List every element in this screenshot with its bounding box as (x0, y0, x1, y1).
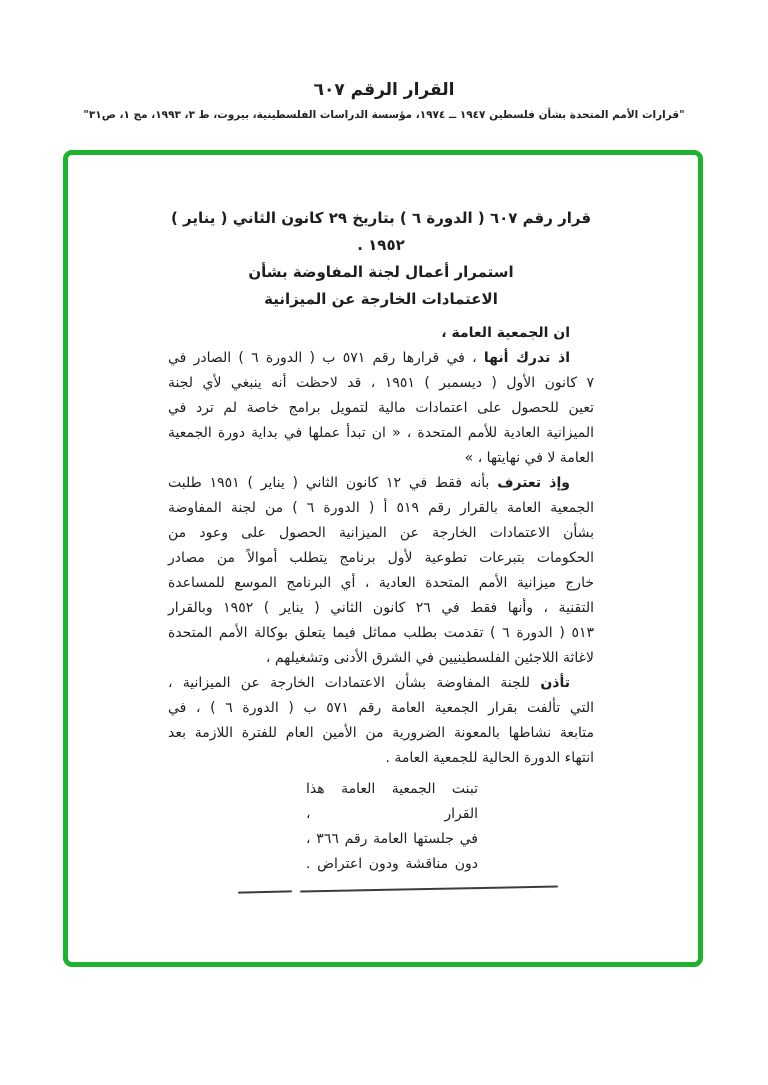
line-text: الميزانية العادية للأمم المتحدة ، « ان تبدأ عملها في بداية دورة الجمعية (168, 425, 594, 441)
document-line (168, 346, 594, 371)
line-text: التقنية ، وأنها فقط في ٢٦ كانون الثاني ( يناير ) ١٩٥٢ وبالقرار (168, 600, 594, 616)
heading-line-3: الاعتمادات الخارجة عن الميزانية (264, 290, 498, 308)
line-text: انتهاء الدورة الحالية للجمعية العامة . (385, 750, 594, 766)
scan-frame (63, 150, 703, 967)
line-text: للجنة المفاوضة بشأن الاعتمادات الخارجة عن الميزانية ، (168, 675, 541, 691)
line-text: تعين للحصول على اعتمادات مالية لتمويل برامج خاصة لم ترد في (168, 400, 594, 416)
adoption-line-2: في جلستها العامة رقم ٣٦٦ ، (306, 831, 478, 847)
page-title: القرار الرقم ٦٠٧ (313, 80, 455, 100)
line-text: خارج ميزانية الأمم المتحدة العادية ، أي البرنامج الموسع للمساعدة (168, 575, 594, 591)
line-text: لاغاثة اللاجئين الفلسطينيين في الشرق الأدنى وتشغيلهم ، (265, 650, 594, 666)
document-line (168, 421, 594, 446)
citation-line: "قرارات الأمم المتحدة بشأن فلسطين ١٩٤٧ ــ ١٩٧٤، مؤسسة الدراسات الفلسطينية، بيروت، ط ٣، ١٩٩٣، مج ١، ص٣١" (83, 109, 685, 121)
document-line (168, 621, 594, 646)
document-line (168, 521, 594, 546)
heading-line-1: قرار رقم ٦٠٧ ( الدورة ٦ ) بتاريخ ٢٩ كانون الثاني ( يناير ) ١٩٥٢ . (170, 209, 592, 254)
lead-bold: تأذن (540, 675, 570, 691)
document-line (168, 496, 594, 521)
line-text: الجمعية العامة بالقرار رقم ٥١٩ أ ( الدورة ٦ ) من لجنة المفاوضة (168, 500, 594, 516)
line-text: العامة لا في نهايتها ، » (464, 450, 594, 466)
lead-bold: ان الجمعية العامة ، (441, 325, 570, 341)
line-text: التي تألفت بقرار الجمعية العامة رقم ٥٧١ ب ( الدورة ٦ ) ، في (168, 700, 594, 716)
document-line (168, 446, 594, 471)
resolution-heading (168, 205, 594, 313)
lead-bold: اذ تدرك أنها (483, 350, 570, 366)
document-line (168, 321, 594, 346)
scan-content (68, 155, 698, 907)
adoption-line-3: دون مناقشة ودون اعتراض . (306, 856, 478, 872)
line-text: ٧ كانون الأول ( ديسمبر ) ١٩٥١ ، قد لاحظت أنه ينبغي لأي لجنة (168, 375, 594, 391)
paragraph-recalling (168, 346, 594, 471)
document-line (168, 571, 594, 596)
line-text: متابعة نشاطها بالمعونة الضرورية من الأمين العام للفترة اللازمة بعد (168, 725, 594, 741)
document-line (168, 396, 594, 421)
line-text: بأنه فقط في ١٢ كانون الثاني ( يناير ) ١٩٥١ طلبت (168, 475, 498, 491)
document-line (168, 546, 594, 571)
paragraph-preamble (168, 321, 594, 346)
lead-bold: وإذ تعترف (497, 475, 570, 491)
document-line (168, 721, 594, 746)
paragraph-authorizes (168, 671, 594, 771)
separator (168, 877, 594, 907)
paragraph-recognizing (168, 471, 594, 671)
document-line (168, 596, 594, 621)
document-line (168, 671, 594, 696)
heading-line-2: استمرار أعمال لجنة المفاوضة بشأن (248, 263, 514, 281)
line-text: ، في قرارها رقم ٥٧١ ب ( الدورة ٦ ) الصادر في (168, 350, 484, 366)
document-line (168, 696, 594, 721)
adoption-block (306, 777, 478, 877)
document-line (168, 646, 594, 671)
adoption-line-1: تبنت الجمعية العامة هذا القرار ، (306, 781, 478, 822)
line-text: الحكومات بتبرعات تطوعية لأول برنامج يتطلب أموالاً من مصادر (168, 550, 594, 566)
separator-line-long (300, 886, 558, 893)
line-text: ٥١٣ ( الدورة ٦ ) تقدمت بطلب مماثل فيما يتعلق بوكالة الأمم المتحدة (168, 625, 594, 641)
document-line (168, 471, 594, 496)
separator-line-short (238, 890, 292, 893)
document-line (168, 371, 594, 396)
line-text: بشأن الاعتمادات الخارجة عن الميزانية الحصول على وعود من (168, 525, 594, 541)
document-line (168, 746, 594, 771)
